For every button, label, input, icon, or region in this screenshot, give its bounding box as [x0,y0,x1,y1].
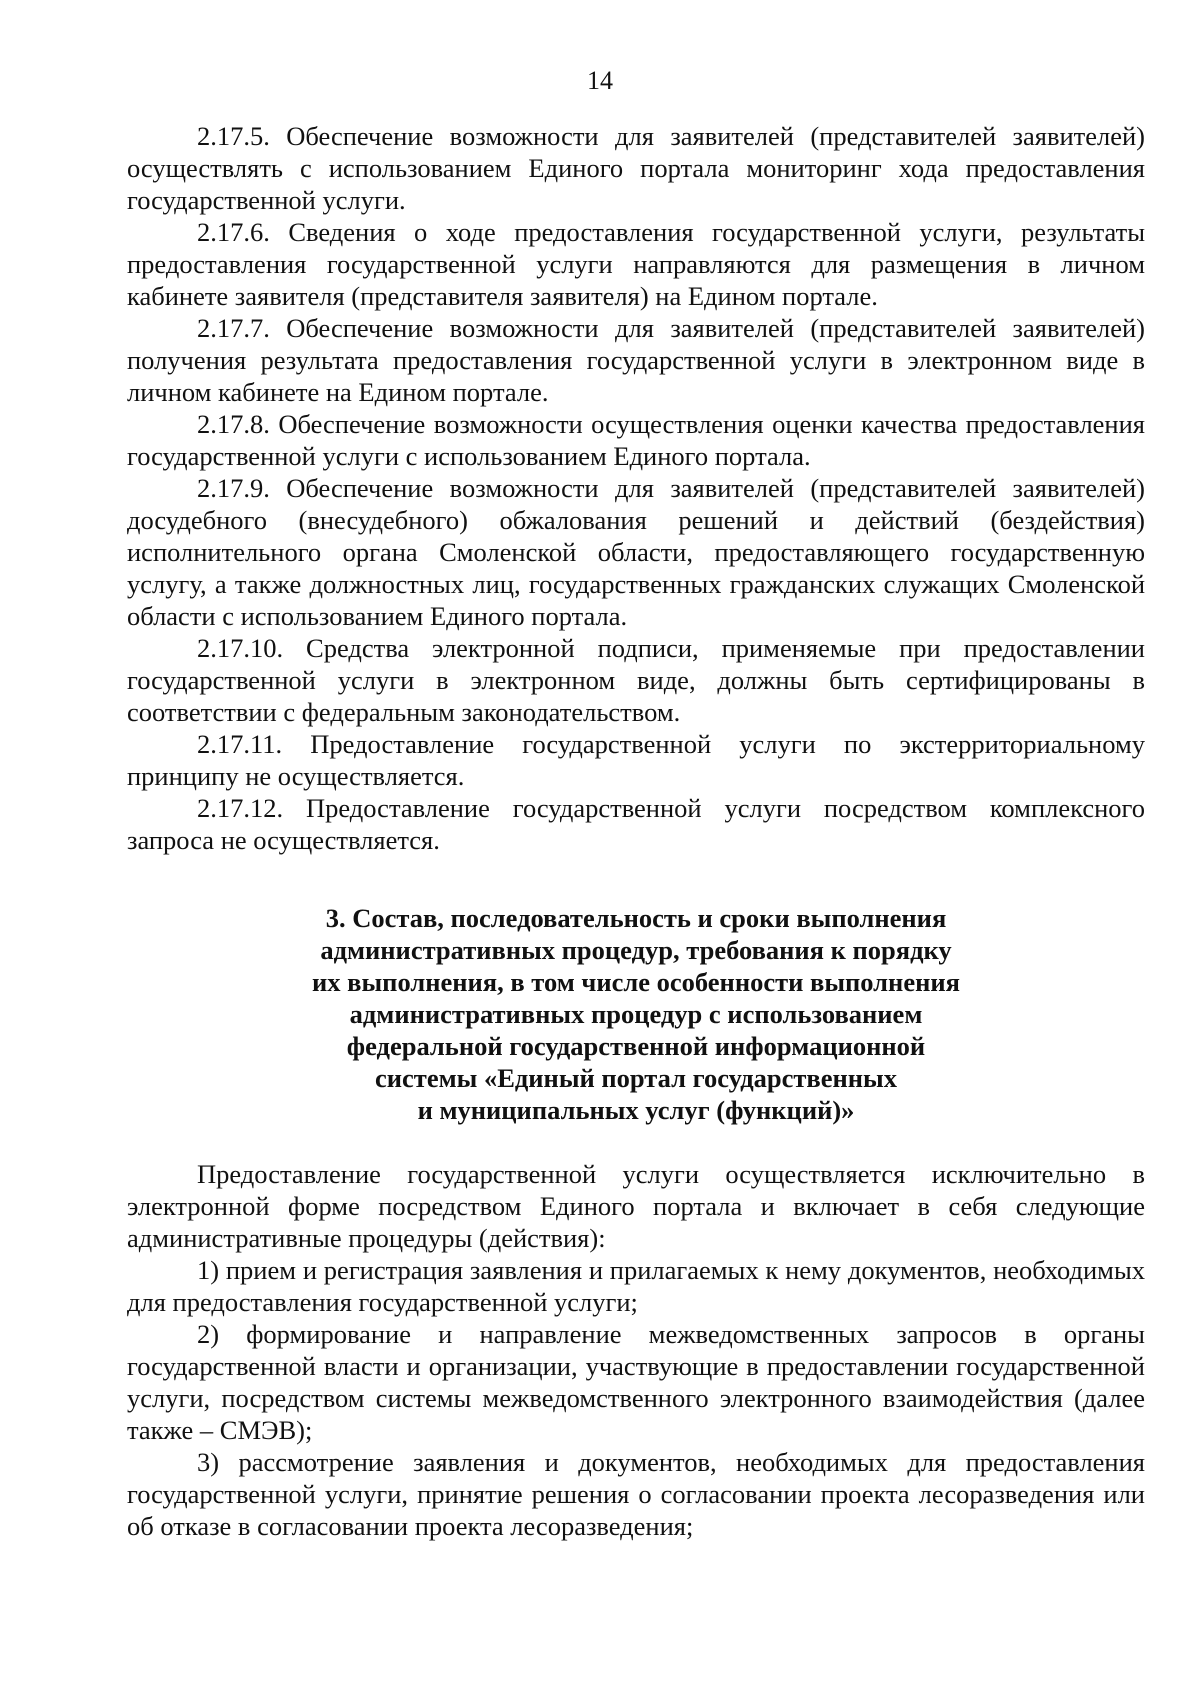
section-3-intro-paragraph: Предоставление государственной услуги осуществляется исключительно в электронной форме посредством Единого портала и включает в себя следующие административные процедуры (действия): [127,1159,1145,1253]
paragraph-2-17-12: 2.17.12. Предоставление государственной услуги посредством комплексного запроса не осуществляется. [127,793,1145,855]
procedure-item-3: 3) рассмотрение заявления и документов, необходимых для предоставления государственной услуги, принятие решения о согласовании проекта лесоразведения или об отказе в согласовании проекта лесоразведения; [127,1447,1145,1541]
procedure-item-1: 1) прием и регистрация заявления и прилагаемых к нему документов, необходимых для предоставления государственной услуги; [127,1255,1145,1317]
paragraph-2-17-5: 2.17.5. Обеспечение возможности для заявителей (представителей заявителей) осуществлять с использованием Единого портала мониторинг хода предоставления государственной услуги. [127,121,1145,215]
heading-line: административных процедур, требования к порядку [320,935,952,965]
paragraph-2-17-7: 2.17.7. Обеспечение возможности для заявителей (представителей заявителей) получения результата предоставления государственной услуги в электронном виде в личном кабинете на Едином портале. [127,313,1145,407]
heading-line: административных процедур с использованием [349,999,923,1029]
paragraph-2-17-9: 2.17.9. Обеспечение возможности для заявителей (представителей заявителей) досудебного (внесудебного) обжалования решений и действий (бездействия) исполнительного органа Смоленской области, предоставляющего государственную услугу, а также должностных лиц, государственных гражданских служащих Смоленской области с использованием Единого портала. [127,473,1145,631]
paragraph-2-17-6: 2.17.6. Сведения о ходе предоставления государственной услуги, результаты предоставления государственной услуги направляются для размещения в личном кабинете заявителя (представителя заявителя) на Едином портале. [127,217,1145,311]
section-3-heading [127,902,1145,1126]
heading-line: и муниципальных услуг (функций)» [417,1095,855,1125]
procedure-item-2: 2) формирование и направление межведомственных запросов в органы государственной власти и организации, участвующие в предоставлении государственной услуги, посредством системы межведомственного электронного взаимодействия (далее также – СМЭВ); [127,1319,1145,1445]
page-number: 14 [587,66,613,95]
paragraph-2-17-11: 2.17.11. Предоставление государственной услуги по экстерриториальному принципу не осуществляется. [127,729,1145,791]
heading-line: их выполнения, в том числе особенности выполнения [312,967,960,997]
heading-line: системы «Единый портал государственных [375,1063,897,1093]
document-body [127,120,1145,1542]
paragraph-2-17-8: 2.17.8. Обеспечение возможности осуществления оценки качества предоставления государственной услуги с использованием Единого портала. [127,409,1145,471]
paragraph-2-17-10: 2.17.10. Средства электронной подписи, применяемые при предоставлении государственной услуги в электронном виде, должны быть сертифицированы в соответствии с федеральным законодательством. [127,633,1145,727]
heading-line: федеральной государственной информационной [346,1031,926,1061]
heading-line: 3. Состав, последовательность и сроки выполнения [325,903,947,933]
